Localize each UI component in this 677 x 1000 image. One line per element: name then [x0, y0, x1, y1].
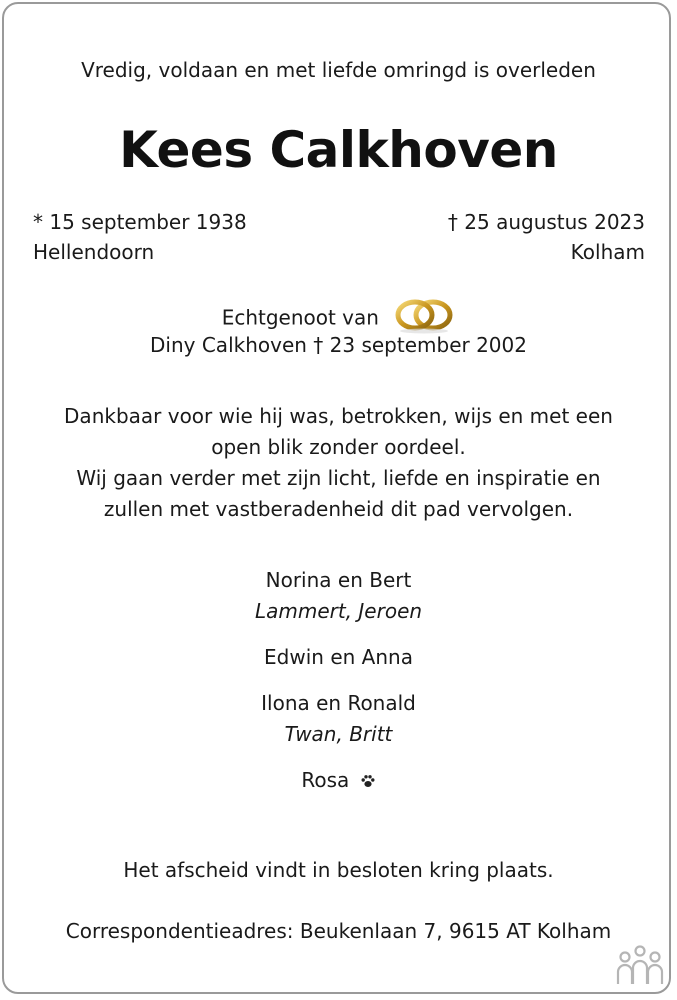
spouse-name: Diny Calkhoven † 23 september 2002 [150, 333, 527, 357]
intro-text: Vredig, voldaan en met liefde omringd is overleden [81, 58, 596, 82]
birth-place: Hellendoorn [33, 240, 155, 264]
deceased-name: Kees Calkhoven [119, 121, 558, 179]
quote-line: open blik zonder oordeel. [211, 435, 466, 459]
quote-line: zullen met vastberadenheid dit pad vervolgen. [103, 497, 574, 521]
paw-print-icon [360, 773, 376, 789]
spouse-label: Echtgenoot van [221, 305, 379, 330]
family-names: Ilona en Ronald [261, 691, 416, 715]
farewell-text: Het afscheid vindt in besloten kring plaats. [123, 858, 554, 882]
quote-line: Wij gaan verder met zijn licht, liefde en inspiratie en [76, 466, 601, 490]
family-names: Rosa [301, 768, 350, 792]
family-pet-line [0, 765, 677, 795]
family-children: Lammert, Jeroen [254, 599, 423, 623]
family-children: Twan, Britt [284, 722, 393, 746]
death-place: Kolham [570, 240, 645, 264]
quote-line: Dankbaar voor wie hij was, betrokken, wijs en met een [64, 404, 613, 428]
people-group-logo-icon [614, 944, 666, 988]
wedding-rings-icon [393, 295, 455, 335]
death-date: † 25 augustus 2023 [447, 210, 645, 234]
birth-date: * 15 september 1938 [33, 210, 247, 234]
correspondence-address: Correspondentieadres: Beukenlaan 7, 9615 AT Kolham [65, 919, 612, 943]
family-names: Edwin en Anna [264, 645, 413, 669]
family-names: Norina en Bert [265, 568, 412, 592]
